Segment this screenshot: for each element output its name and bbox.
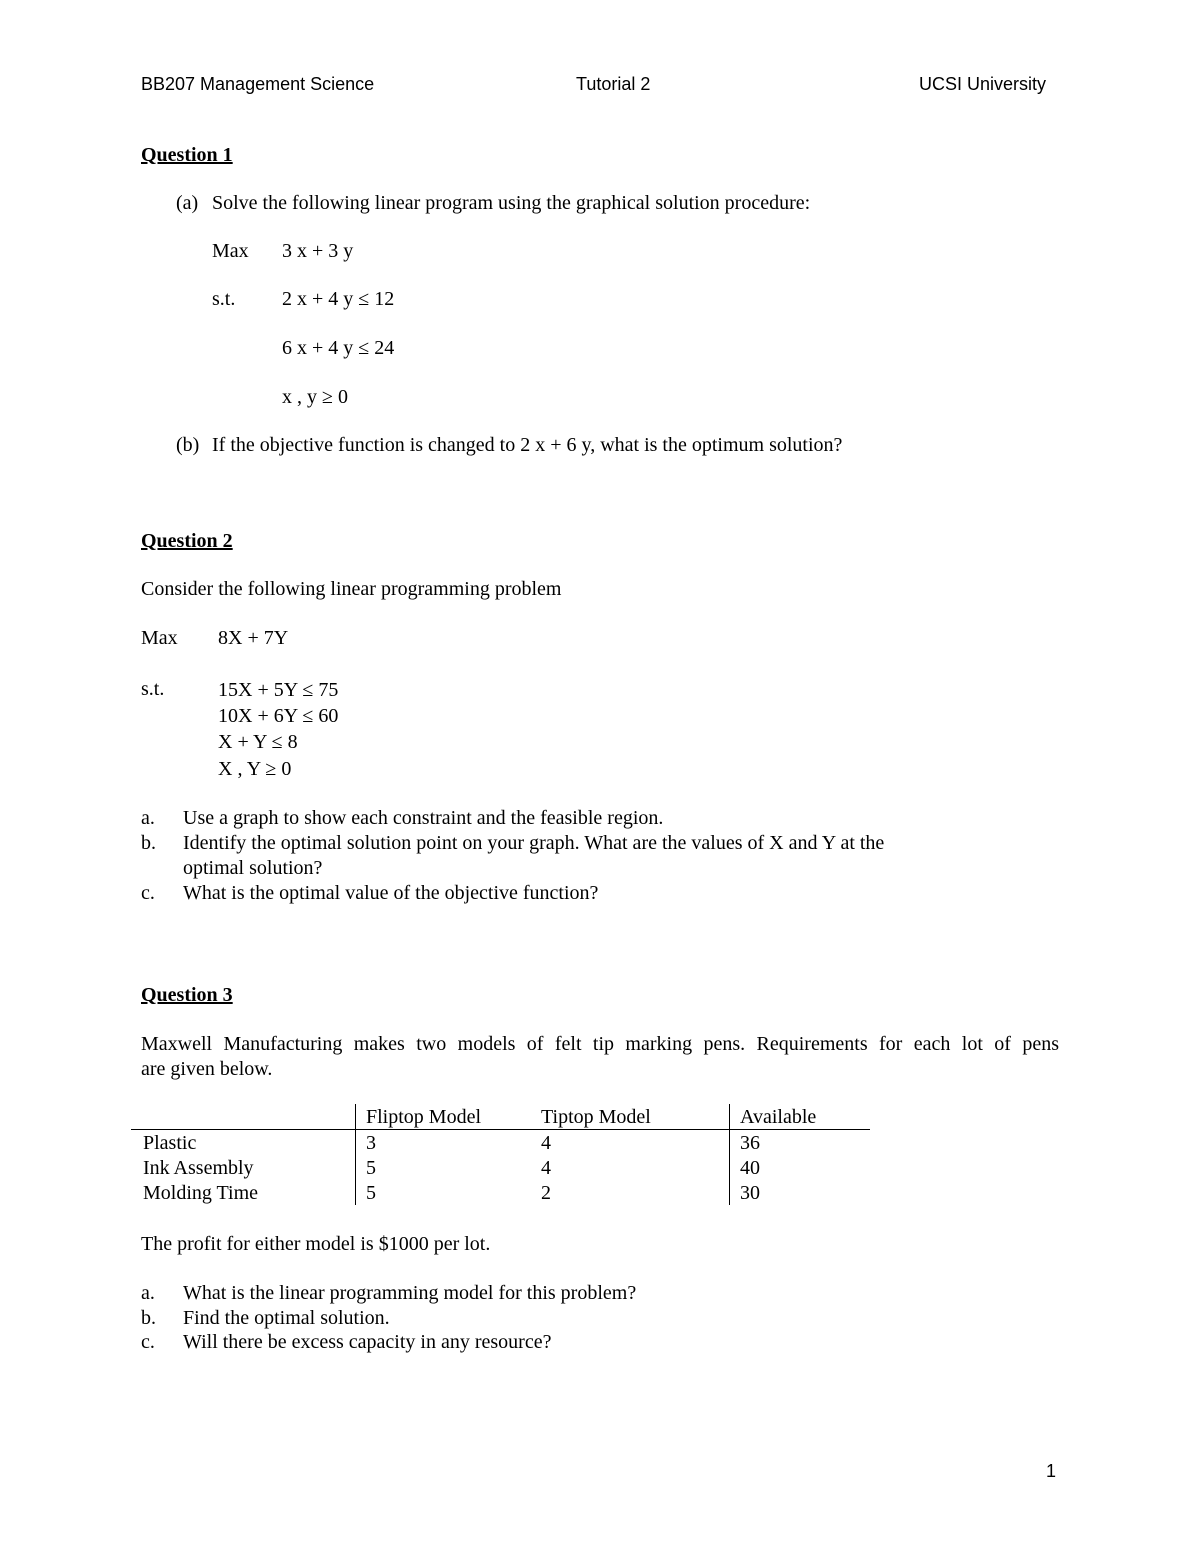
q3-title: Question 3	[141, 984, 233, 1006]
q2-item-b-label: b.	[141, 832, 156, 854]
q2-max-label: Max	[141, 627, 178, 649]
q1-b-label: (b)	[176, 434, 200, 456]
q3-item-b-text: Find the optimal solution.	[183, 1307, 390, 1329]
q1-constraint-2: 6 x + 4 y ≤ 24	[282, 337, 395, 359]
table-cell: 5	[356, 1155, 542, 1180]
q1-constraint-1: 2 x + 4 y ≤ 12	[282, 288, 395, 310]
page-number: 1	[1046, 1461, 1057, 1481]
q1-max-label: Max	[212, 240, 249, 262]
q2-st-label: s.t.	[141, 678, 165, 700]
table-header-row	[131, 1104, 870, 1130]
q1-a-text: Solve the following linear program using the graphical solution procedure:	[212, 192, 811, 214]
header-course: BB207 Management Science	[141, 74, 375, 94]
q1-objective: 3 x + 3 y	[282, 240, 354, 262]
q1-a-label: (a)	[176, 192, 199, 214]
q1-st-label: s.t.	[212, 288, 236, 310]
table-row	[131, 1155, 870, 1180]
table-cell: 30	[730, 1180, 871, 1205]
q1-b-text: If the objective function is changed to 2 x + 6 y, what is the optimum solution?	[212, 434, 843, 456]
table-cell: 5	[356, 1180, 542, 1205]
q2-title: Question 2	[141, 530, 233, 552]
table-row	[131, 1180, 870, 1205]
q3-item-c-text: Will there be excess capacity in any resource?	[183, 1331, 552, 1353]
table-header-cell: Available	[730, 1104, 871, 1130]
q2-constraint-1: 15X + 5Y ≤ 75	[218, 679, 339, 701]
q2-objective: 8X + 7Y	[218, 627, 289, 649]
header-university: UCSI University	[919, 74, 1047, 94]
table-cell: 36	[730, 1130, 871, 1156]
q3-item-a-text: What is the linear programming model for this problem?	[183, 1282, 637, 1304]
table-cell: Plastic	[143, 1131, 197, 1154]
table-cell: Molding Time	[143, 1181, 259, 1204]
q2-item-b-text-cont: optimal solution?	[183, 857, 323, 879]
table-header-cell: Tiptop Model	[541, 1104, 730, 1130]
table-header-cell: Fliptop Model	[356, 1104, 542, 1130]
q2-item-c-label: c.	[141, 882, 155, 904]
header-title: Tutorial 2	[576, 74, 651, 94]
q3-item-b-label: b.	[141, 1307, 156, 1329]
table-cell: 4	[541, 1156, 551, 1179]
q1-constraint-3: x , y ≥ 0	[282, 386, 348, 408]
q2-intro: Consider the following linear programming problem	[141, 578, 562, 600]
table-cell: 2	[541, 1181, 551, 1204]
q3-item-c-label: c.	[141, 1331, 155, 1353]
q2-item-c-text: What is the optimal value of the objective function?	[183, 882, 599, 904]
table-header-cell	[131, 1104, 356, 1130]
requirements-table	[131, 1104, 870, 1205]
q2-constraint-4: X , Y ≥ 0	[218, 758, 292, 780]
table-cell: 4	[541, 1131, 551, 1154]
table-cell: Ink Assembly	[143, 1156, 254, 1179]
q2-item-a-label: a.	[141, 807, 155, 829]
q2-item-a-text: Use a graph to show each constraint and the feasible region.	[183, 807, 664, 829]
q2-item-b-text: Identify the optimal solution point on your graph. What are the values of X and Y at the	[183, 832, 885, 854]
q3-item-a-label: a.	[141, 1282, 155, 1304]
q1-title: Question 1	[141, 144, 233, 166]
table-cell: 40	[730, 1155, 871, 1180]
q3-profit: The profit for either model is $1000 per lot.	[141, 1233, 491, 1255]
q3-intro-cont: are given below.	[141, 1058, 273, 1080]
q3-intro: Maxwell Manufacturing makes two models of felt tip marking pens. Requirements for each lot of pens	[141, 1033, 1059, 1055]
table-cell: 3	[356, 1130, 542, 1156]
q2-constraint-2: 10X + 6Y ≤ 60	[218, 705, 339, 727]
q2-constraint-3: X + Y ≤ 8	[218, 731, 298, 753]
table-row	[131, 1130, 870, 1156]
